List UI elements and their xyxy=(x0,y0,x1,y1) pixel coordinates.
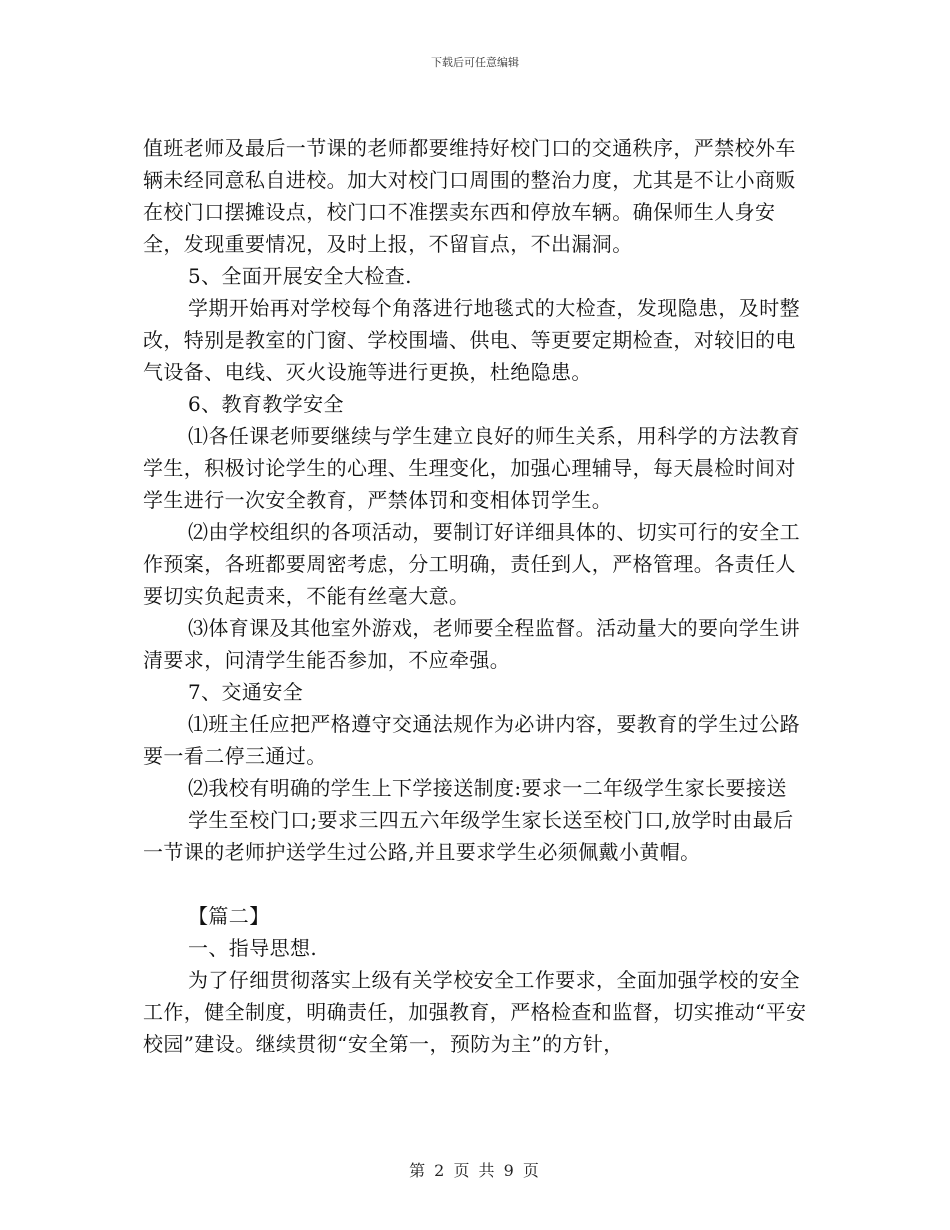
heading-guiding-ideology: 一、指导思想. xyxy=(188,936,318,960)
document-body xyxy=(143,132,813,1060)
paragraph-safety-inspection: 学期开始再对学校每个角落进行地毯式的大检查，发现隐患，及时整改，特别是教室的门窗、学校围墙、供电、等更要定期检查，对较旧的电气设备、电线、灭火设施等进行更换，杜绝隐患。 xyxy=(143,296,800,384)
heading-safety-inspection: 5、全面开展安全大检查. xyxy=(188,264,412,288)
paragraph-teaching-safety-3: ⑶体育课及其他室外游戏，老师要全程监督。活动量大的要向学生讲清要求，问清学生能否参加，不应牵强。 xyxy=(143,616,800,672)
paragraph-teaching-safety-2: ⑵由学校组织的各项活动，要制订好详细具体的、切实可行的安全工作预案，各班都要周密考虑，分工明确，责任到人，严格管理。各责任人要切实负起责来，不能有丝毫大意。 xyxy=(143,520,800,608)
section-title: 【篇二】 xyxy=(188,904,270,928)
paragraph-traffic-order: 值班老师及最后一节课的老师都要维持好校门口的交通秩序，严禁校外车辆未经同意私自进校。加大对校门口周围的整治力度，尤其是不让小商贩在校门口摆摊设点，校门口不准摆卖东西和停放车辆。确保师生人身安全，发现重要情况，及时上报，不留盲点，不出漏洞。 xyxy=(143,136,796,256)
paragraph-traffic-safety-2: ⑵我校有明确的学生上下学接送制度:要求一二年级学生家长要接送 xyxy=(188,776,787,800)
paragraph-traffic-safety-1: ⑴班主任应把严格遵守交通法规作为必讲内容，要教育的学生过公路要一看二停三通过。 xyxy=(143,712,800,768)
page-number: 第 2 页 共 9 页 xyxy=(409,1161,541,1180)
paragraph-guiding-ideology: 为了仔细贯彻落实上级有关学校安全工作要求，全面加强学校的安全工作，健全制度，明确责任，加强教育，严格检查和监督，切实推动“平安校园”建设。继续贯彻“安全第一，预防为主”的方针， xyxy=(143,968,807,1056)
header-note: 下载后可任意编辑 xyxy=(431,56,519,69)
paragraph-teaching-safety-1: ⑴各任课老师要继续与学生建立良好的师生关系，用科学的方法教育学生，积极讨论学生的心理、生理变化，加强心理辅导，每天晨检时间对学生进行一次安全教育，严禁体罚和变相体罚学生。 xyxy=(143,424,800,512)
paragraph-traffic-safety-3: 学生至校门口;要求三四五六年级学生家长送至校门口,放学时由最后一节课的老师护送学生过公路,并且要求学生必须佩戴小黄帽。 xyxy=(143,808,794,864)
section-gap xyxy=(143,868,813,900)
heading-teaching-safety: 6、教育教学安全 xyxy=(188,392,344,416)
heading-traffic-safety: 7、交通安全 xyxy=(188,680,304,704)
